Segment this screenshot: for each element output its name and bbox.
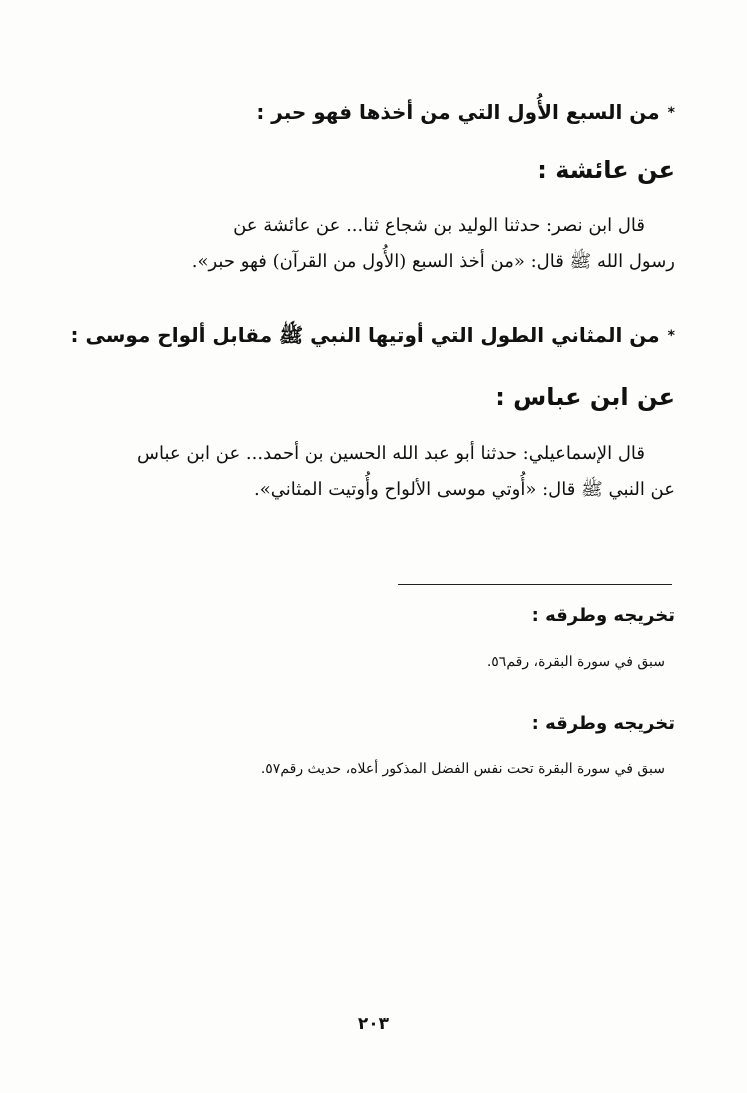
footnote-text: سبق في سورة البقرة تحت نفس الفضل المذكور أعلاه، حديث رقم٥٧. [260,761,665,777]
paragraph-line: قال ابن نصر: حدثنا الوليد بن شجاع ثنا... عن عائشة عن [233,215,645,236]
star-icon: * [667,328,675,344]
section1-heading [75,99,675,126]
paragraph-line: رسول الله ﷺ قال: «من أخذ السبع (الأُول من القرآن) فهو حبر». [191,251,675,272]
section1-paragraph [75,208,675,280]
section1-narrator: عن عائشة : [537,156,675,184]
section2-narrator: عن ابن عباس : [495,383,675,411]
page-number: ٢٠٣ [357,1014,390,1034]
section2-heading-text: من المثاني الطول التي أوتيها النبي ﷺ مقابل ألواح موسى : [70,323,660,347]
section2-paragraph [75,436,675,508]
footnote-heading: تخريجه وطرقه : [531,713,675,734]
footnote-text: سبق في سورة البقرة، رقم٥٦. [486,654,665,670]
section2-heading [70,322,675,349]
footnote-separator [398,584,672,585]
star-icon: * [667,105,675,121]
footnote-heading: تخريجه وطرقه : [531,605,675,626]
paragraph-line: قال الإسماعيلي: حدثنا أبو عبد الله الحسين بن أحمد... عن ابن عباس [136,443,645,464]
paragraph-line: عن النبي ﷺ قال: «أُوتي موسى الألواح وأُوتيت المثاني». [253,479,675,500]
section1-heading-text: من السبع الأُول التي من أخذها فهو حبر : [256,100,660,124]
